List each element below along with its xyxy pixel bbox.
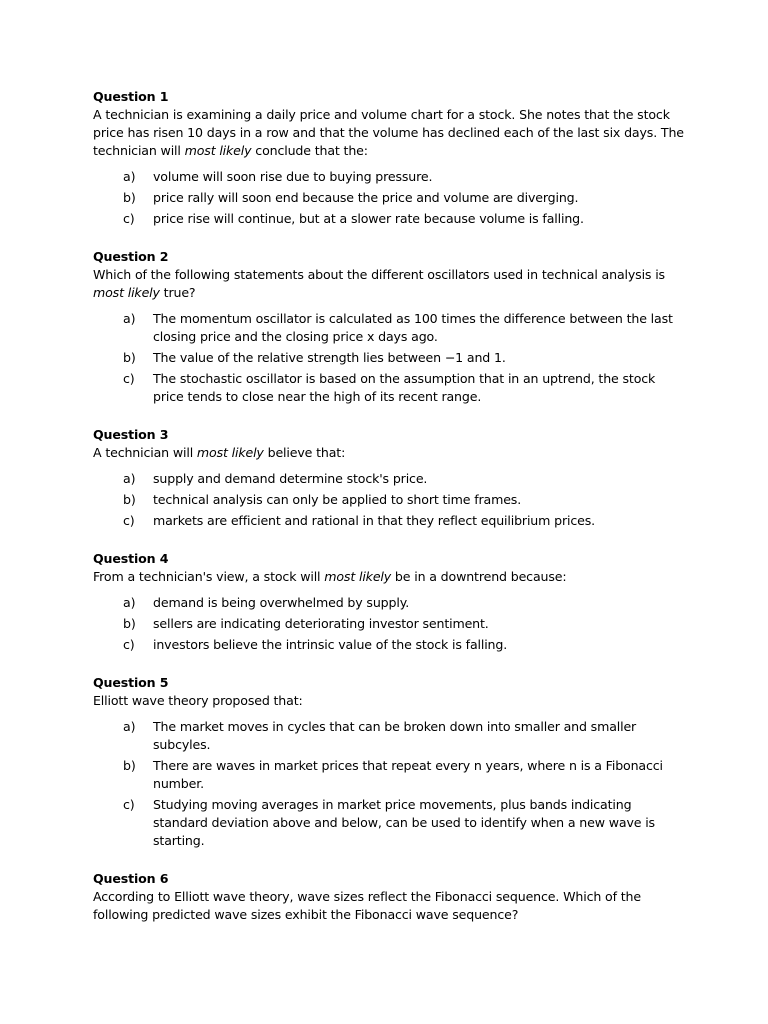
option-letter: b): [123, 492, 136, 507]
option-letter: a): [123, 471, 136, 486]
answer-option-b: [93, 615, 693, 633]
answer-option-a: [93, 470, 693, 488]
answer-option-a: [93, 718, 693, 754]
option-text: price rally will soon end because the price and volume are diverging.: [153, 190, 579, 205]
emphasis-text: most likely: [93, 285, 160, 300]
option-letter: c): [123, 211, 135, 226]
question-title: Question 2: [93, 249, 169, 264]
answer-option-c: [93, 210, 693, 228]
answer-options: [93, 168, 693, 228]
option-letter: c): [123, 797, 135, 812]
option-text: Studying moving averages in market price movements, plus bands indicating standard deviation above and below, can be used to identify when a new wave is starting.: [153, 797, 655, 848]
answer-option-b: [93, 349, 693, 367]
answer-option-c: [93, 370, 693, 406]
question-title: Question 1: [93, 89, 169, 104]
answer-options: [93, 310, 693, 406]
option-letter: b): [123, 758, 136, 773]
option-text: sellers are indicating deteriorating investor sentiment.: [153, 616, 489, 631]
answer-option-c: [93, 796, 693, 850]
option-text: There are waves in market prices that repeat every n years, where n is a Fibonacci number.: [153, 758, 663, 791]
question-stem: From a technician's view, a stock will most likely be in a downtrend because:: [93, 569, 567, 584]
question-2: [93, 248, 693, 406]
option-letter: c): [123, 637, 135, 652]
question-stem: A technician will most likely believe that:: [93, 445, 346, 460]
answer-options: [93, 470, 693, 530]
answer-option-c: [93, 512, 693, 530]
question-title: Question 6: [93, 871, 169, 886]
option-letter: c): [123, 513, 135, 528]
answer-options: [93, 718, 693, 850]
emphasis-text: most likely: [324, 569, 392, 584]
answer-option-b: [93, 189, 693, 207]
question-stem: Which of the following statements about the different oscillators used in technical analysis is most likely true?: [93, 267, 665, 300]
option-text: technical analysis can only be applied to short time frames.: [153, 492, 522, 507]
answer-options: [93, 594, 693, 654]
option-letter: c): [123, 371, 135, 386]
option-text: The value of the relative strength lies between −1 and 1.: [153, 350, 506, 365]
option-text: demand is being overwhelmed by supply.: [153, 595, 410, 610]
question-4: [93, 550, 693, 654]
option-letter: b): [123, 350, 136, 365]
question-5: [93, 674, 693, 850]
option-text: markets are efficient and rational in that they reflect equilibrium prices.: [153, 513, 595, 528]
question-stem: According to Elliott wave theory, wave sizes reflect the Fibonacci sequence. Which of the following predicted wave sizes exhibit the Fibonacci wave sequence?: [93, 889, 641, 922]
emphasis-text: most likely: [184, 143, 252, 158]
emphasis-text: most likely: [196, 445, 264, 460]
option-letter: b): [123, 616, 136, 631]
option-text: volume will soon rise due to buying pressure.: [153, 169, 433, 184]
answer-option-b: [93, 491, 693, 509]
document-page: [93, 88, 693, 944]
option-letter: a): [123, 311, 136, 326]
answer-option-b: [93, 757, 693, 793]
answer-option-a: [93, 168, 693, 186]
option-text: investors believe the intrinsic value of the stock is falling.: [153, 637, 508, 652]
option-letter: a): [123, 169, 136, 184]
question-title: Question 3: [93, 427, 169, 442]
option-letter: a): [123, 719, 136, 734]
question-3: [93, 426, 693, 530]
option-text: supply and demand determine stock's price.: [153, 471, 428, 486]
question-title: Question 4: [93, 551, 169, 566]
question-6: [93, 870, 693, 924]
question-stem: Elliott wave theory proposed that:: [93, 693, 303, 708]
question-stem: A technician is examining a daily price and volume chart for a stock. She notes that the stock price has risen 10 days in a row and that the volume has declined each of the last six days. The technician will most likely conclude that the:: [93, 107, 684, 158]
option-text: The market moves in cycles that can be broken down into smaller and smaller subcyles.: [153, 719, 637, 752]
question-title: Question 5: [93, 675, 169, 690]
question-1: [93, 88, 693, 228]
option-text: The stochastic oscillator is based on the assumption that in an uptrend, the stock price tends to close near the high of its recent range.: [153, 371, 656, 404]
option-letter: b): [123, 190, 136, 205]
answer-option-a: [93, 594, 693, 612]
answer-option-c: [93, 636, 693, 654]
option-text: The momentum oscillator is calculated as 100 times the difference between the last closing price and the closing price x days ago.: [153, 311, 673, 344]
option-text: price rise will continue, but at a slower rate because volume is falling.: [153, 211, 584, 226]
option-letter: a): [123, 595, 136, 610]
answer-option-a: [93, 310, 693, 346]
